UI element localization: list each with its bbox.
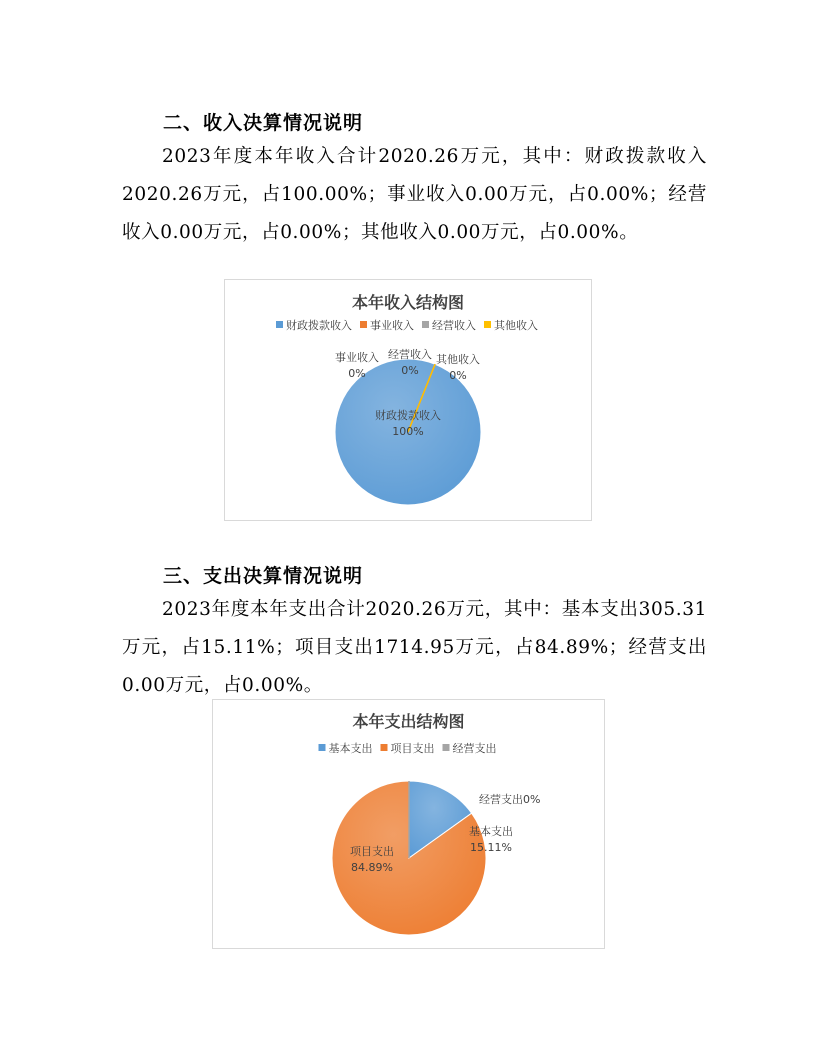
section-3-paragraph: 2023年度本年支出合计2020.26万元，其中：基本支出305.31万元，占15.11%；项目支出1714.95万元，占84.89%；经营支出0.00万元，占0.00%。 <box>122 599 707 696</box>
legend-label-3: 经营支出 <box>452 742 497 755</box>
legend-label-1: 财政拨款收入 <box>286 319 352 332</box>
legend-swatch-4 <box>484 321 491 328</box>
section-2-paragraph: 2023年度本年收入合计2020.26万元，其中：财政拨款收入2020.26万元，占100.00%；事业收入0.00万元，占0.00%；经营收入0.00万元，占0.00%；其他收入0.00万元，占0.00%。 <box>122 146 707 243</box>
data-label-value-1: 15.11% <box>470 841 512 854</box>
income-pie-svg <box>225 280 591 520</box>
expenditure-pie-svg <box>213 700 604 948</box>
legend-swatch-1 <box>276 321 283 328</box>
data-label-value-1: 100% <box>392 425 424 438</box>
data-label-value-2: 0% <box>348 367 366 380</box>
legend-swatch-2 <box>360 321 367 328</box>
data-label-3: 经营支出0% <box>479 793 541 806</box>
legend-label-2: 事业收入 <box>370 319 414 332</box>
data-label-name-3: 经营收入 <box>388 348 432 361</box>
expenditure-structure-chart <box>212 699 605 949</box>
legend-label-4: 其他收入 <box>494 319 538 332</box>
legend-swatch-1 <box>319 744 326 751</box>
legend-label-3: 经营收入 <box>432 319 476 332</box>
data-label-value-4: 0% <box>449 369 467 382</box>
legend-label-2: 项目支出 <box>390 742 435 755</box>
legend-label-1: 基本支出 <box>328 742 373 755</box>
data-label-name-1: 基本支出 <box>469 825 513 838</box>
chart-title: 本年支出结构图 <box>352 712 465 731</box>
data-label-value-2: 84.89% <box>351 861 393 874</box>
income-structure-chart <box>224 279 592 521</box>
data-label-name-1: 财政拨款收入 <box>375 409 441 422</box>
legend-swatch-2 <box>381 744 388 751</box>
section-2-heading: 二、收入决算情况说明 <box>163 112 364 134</box>
data-label-value-3: 0% <box>401 364 419 377</box>
legend-swatch-3 <box>443 744 450 751</box>
chart-title: 本年收入结构图 <box>351 293 465 312</box>
data-label-name-2: 事业收入 <box>335 351 379 364</box>
data-label-name-4: 其他收入 <box>436 353 480 366</box>
section-3-heading: 三、支出决算情况说明 <box>163 565 364 587</box>
legend-swatch-3 <box>422 321 429 328</box>
data-label-name-2: 项目支出 <box>350 845 394 858</box>
